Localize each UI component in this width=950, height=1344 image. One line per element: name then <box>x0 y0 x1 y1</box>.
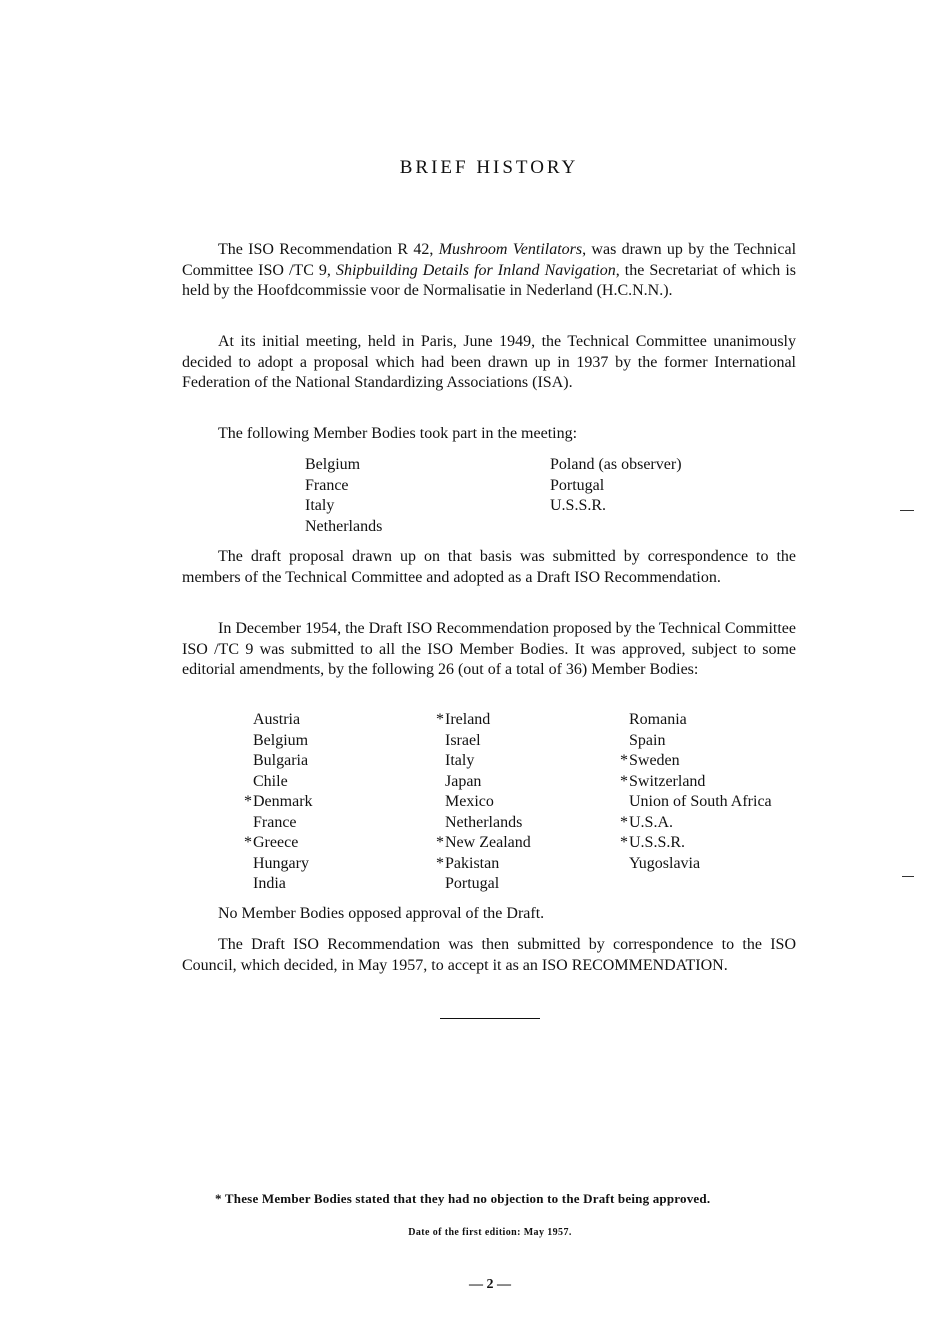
approvers-col1 <box>244 710 313 895</box>
list-item: Yugoslavia <box>629 854 701 872</box>
paragraph-council: The Draft ISO Recommendation was then submitted by correspondence to the ISO Council, which decided, in May 1957, to accept it as an ISO RECOMMENDATION. <box>182 936 796 974</box>
list-item: *Pakistan <box>436 854 500 872</box>
approvers-col3 <box>620 710 772 874</box>
paragraph-draft-proposal: The draft proposal drawn up on that basis was submitted by correspondence to the members of the Technical Committee and adopted as a Draft ISO Recommendation. <box>182 548 796 586</box>
scan-mark <box>902 876 914 877</box>
list-item: *Switzerland <box>620 772 706 790</box>
list-item: *U.S.A. <box>620 813 674 831</box>
page-title: BRIEF HISTORY <box>399 157 579 178</box>
list-item: Poland (as observer) <box>550 456 682 473</box>
list-item: *Denmark <box>244 793 313 810</box>
paragraph-no-opposition: No Member Bodies opposed approval of the Draft. <box>218 905 545 922</box>
paragraph-december-1954: In December 1954, the Draft ISO Recommendation proposed by the Technical Committee ISO /TC 9 was submitted to all the ISO Member Bodies. It was approved, subject to some editorial amendments, by the following 26 (out of a total of 36) Member Bodies: <box>182 620 796 678</box>
list-item: Belgium <box>305 456 361 473</box>
list-item: Portugal <box>550 476 605 494</box>
list-item: Chile <box>253 772 288 790</box>
list-item: U.S.S.R. <box>550 497 607 514</box>
list-item: India <box>253 875 286 892</box>
page-number: — 2 — <box>469 1277 511 1292</box>
list-item: Spain <box>629 731 666 749</box>
list-item: Hungary <box>253 854 309 872</box>
meeting-members-col2 <box>550 455 682 517</box>
section-divider <box>440 1018 540 1019</box>
list-item: Union of South Africa <box>629 793 772 810</box>
meeting-members-col1 <box>305 455 382 537</box>
list-item: France <box>305 476 349 494</box>
list-item: *Sweden <box>620 752 680 769</box>
list-item: Mexico <box>445 793 494 810</box>
list-item: Romania <box>629 711 687 728</box>
paragraph-intro: The ISO Recommendation R 42, Mushroom Ventilators, was drawn up by the Technical Committee ISO /TC 9, Shipbuilding Details for Inland Navigation, the Secretariat of which is held by the Hoofdcommissie voor de Normalisatie in Nederland (H.C.N.N.). <box>182 241 797 299</box>
list-item: Israel <box>445 731 481 749</box>
scan-mark <box>900 510 914 511</box>
list-item: Belgium <box>253 731 309 749</box>
list-item: Italy <box>305 497 335 514</box>
list-item: *U.S.S.R. <box>620 834 686 851</box>
list-item: Italy <box>445 752 475 769</box>
list-item: *New Zealand <box>436 834 531 851</box>
list-item: Netherlands <box>305 517 383 535</box>
list-item: Bulgaria <box>253 752 309 769</box>
list-item: Netherlands <box>445 813 523 831</box>
footnote: * These Member Bodies stated that they had no objection to the Draft being approved. <box>215 1191 711 1206</box>
paragraph-initial-meeting: At its initial meeting, held in Paris, June 1949, the Technical Committee unanimously decided to adopt a proposal which had been drawn up in 1937 by the former International Federation of the National Standardizing Associations (ISA). <box>182 333 796 391</box>
list-item: *Greece <box>244 834 299 851</box>
list-item: France <box>253 813 297 831</box>
list-item: *Ireland <box>436 711 491 728</box>
list-item: Austria <box>253 711 301 728</box>
paragraph-meeting-members: The following Member Bodies took part in the meeting: <box>218 425 578 442</box>
list-item: Portugal <box>445 875 500 892</box>
edition-date: Date of the first edition: May 1957. <box>408 1227 572 1238</box>
approvers-col2 <box>436 710 531 895</box>
list-item: Japan <box>445 772 482 790</box>
